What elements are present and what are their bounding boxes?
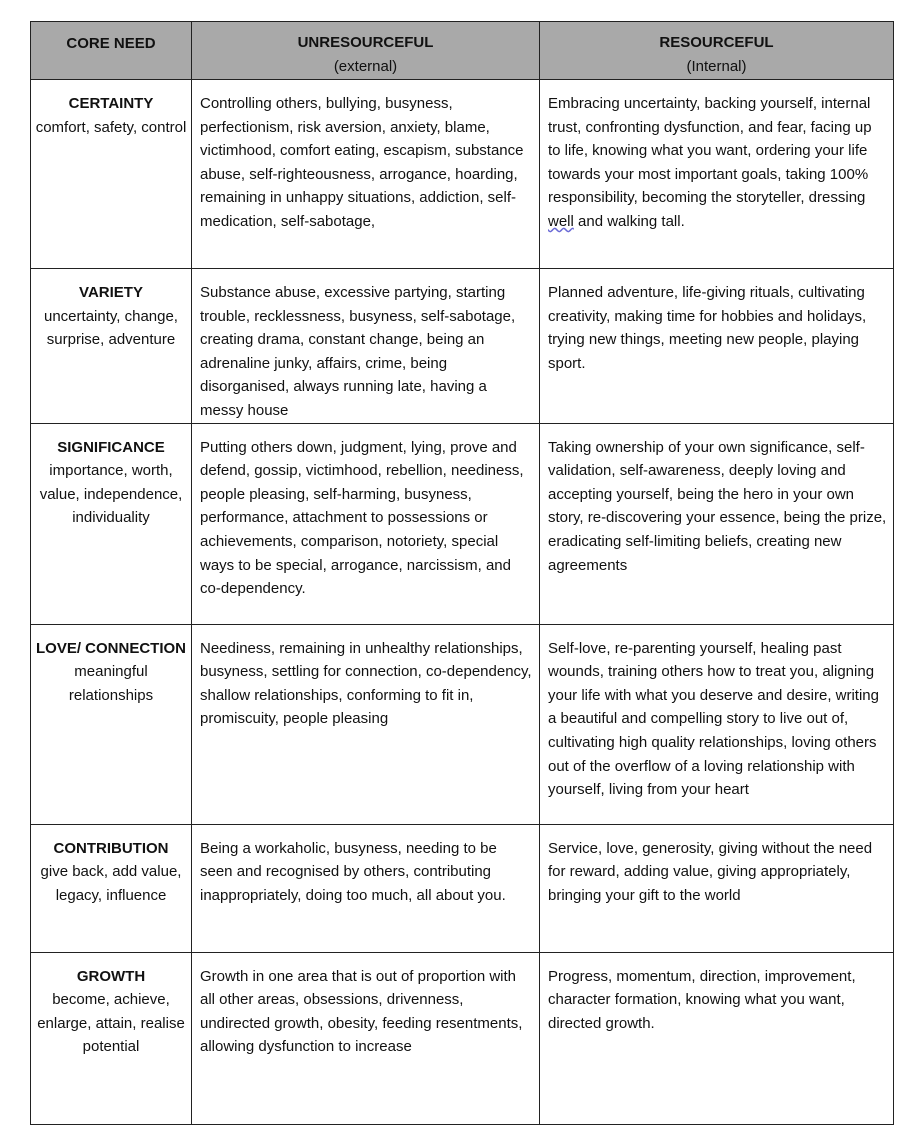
resourceful-cell: Progress, momentum, direction, improvement, character formation, knowing what you want, directed growth. (540, 952, 894, 1124)
resourceful-cell: Self-love, re-parenting yourself, healing past wounds, training others how to treat you, aligning your life with what you deserve and desire, writing a beautiful and compelling story to live out of, cultivating high quality relationships, loving others out of the overflow of a loving relationship with yourself, living from your heart (540, 624, 894, 824)
table-header (31, 22, 894, 80)
header-resourceful-sub: (Internal) (686, 58, 747, 75)
resourceful-cell: Service, love, generosity, giving without the need for reward, adding value, giving appropriately, bringing your gift to the world (540, 824, 894, 952)
resourceful-cell: Taking ownership of your own significance, self-validation, self-awareness, deeply loving and accepting yourself, being the hero in your own story, re-discovering your essence, being the prize, eradicating self-limiting beliefs, creating new agreements (540, 423, 894, 624)
header-unresourceful-title: UNRESOURCEFUL (297, 34, 434, 51)
core-need-name: VARIETY (79, 284, 143, 301)
table-row (31, 423, 894, 624)
core-need-name: GROWTH (76, 967, 146, 985)
core-need-cell (31, 624, 192, 824)
table-row (31, 80, 894, 269)
core-need-desc: give back, add value, legacy, influence (40, 863, 182, 904)
header-resourceful-title: RESOURCEFUL (659, 34, 774, 51)
unresourceful-cell: Neediness, remaining in unhealthy relationships, busyness, settling for connection, co-dependency, shallow relationships, conforming to fit in, promiscuity, people pleasing (192, 624, 540, 824)
table-row (31, 269, 894, 424)
core-needs-table (30, 21, 894, 1125)
table-row (31, 824, 894, 952)
unresourceful-cell: Being a workaholic, busyness, needing to be seen and recognised by others, contributing inappropriately, doing too much, all about you. (192, 824, 540, 952)
core-need-desc: uncertainty, change, surprise, adventure (44, 307, 178, 349)
unresourceful-cell: Substance abuse, excessive partying, starting trouble, recklessness, busyness, self-sabotage, creating drama, constant change, being an adrenaline junky, affairs, crime, being disorganised, always running late, having a messy house (192, 269, 540, 424)
core-need-cell (31, 269, 192, 424)
core-need-desc: comfort, safety, control (35, 118, 187, 136)
core-need-desc: meaningful relationships (68, 663, 154, 704)
header-unresourceful-sub: (external) (333, 58, 398, 75)
header-core-need: CORE NEED (31, 22, 192, 80)
spellcheck-marked-word: well (548, 212, 574, 230)
core-need-cell (31, 952, 192, 1124)
header-unresourceful (192, 22, 540, 80)
resourceful-cell: Planned adventure, life-giving rituals, cultivating creativity, making time for hobbies and holidays, trying new things, meeting new people, playing sport. (540, 269, 894, 424)
resourceful-text-end: and walking tall. (573, 212, 685, 230)
unresourceful-cell: Putting others down, judgment, lying, prove and defend, gossip, victimhood, rebellion, neediness, people pleasing, self-harming, busyness, performance, attachment to possessions or achievements, comparison, notoriety, special ways to be special, arrogance, narcissism, and co-dependency. (192, 423, 540, 624)
resourceful-cell (540, 80, 894, 269)
core-need-desc: become, achieve, enlarge, attain, realise potential (37, 991, 185, 1056)
core-need-name: CERTAINTY (68, 95, 154, 112)
core-need-cell (31, 80, 192, 269)
table-row (31, 624, 894, 824)
core-need-name: CONTRIBUTION (53, 839, 169, 857)
header-resourceful (540, 22, 894, 80)
core-need-cell (31, 423, 192, 624)
core-need-name: LOVE/ CONNECTION (35, 639, 186, 657)
core-need-cell (31, 824, 192, 952)
core-need-desc: importance, worth, value, independence, individuality (39, 462, 183, 527)
unresourceful-cell: Controlling others, bullying, busyness, perfectionism, risk aversion, anxiety, blame, victimhood, comfort eating, escapism, substance abuse, self-righteousness, arrogance, hoarding, remaining in unhappy situations, addiction, self-medication, self-sabotage, (192, 80, 540, 269)
resourceful-text: Embracing uncertainty, backing yourself, internal trust, confronting dysfunction, and fear, facing up to life, knowing what you want, ordering your life towards your most important goals, taking 100% responsibility, becoming the storyteller, dressing (548, 95, 872, 207)
unresourceful-cell: Growth in one area that is out of proportion with all other areas, obsessions, drivenness, undirected growth, obesity, feeding resentments, allowing dysfunction to increase (192, 952, 540, 1124)
table-row (31, 952, 894, 1124)
core-need-name: SIGNIFICANCE (57, 438, 165, 456)
